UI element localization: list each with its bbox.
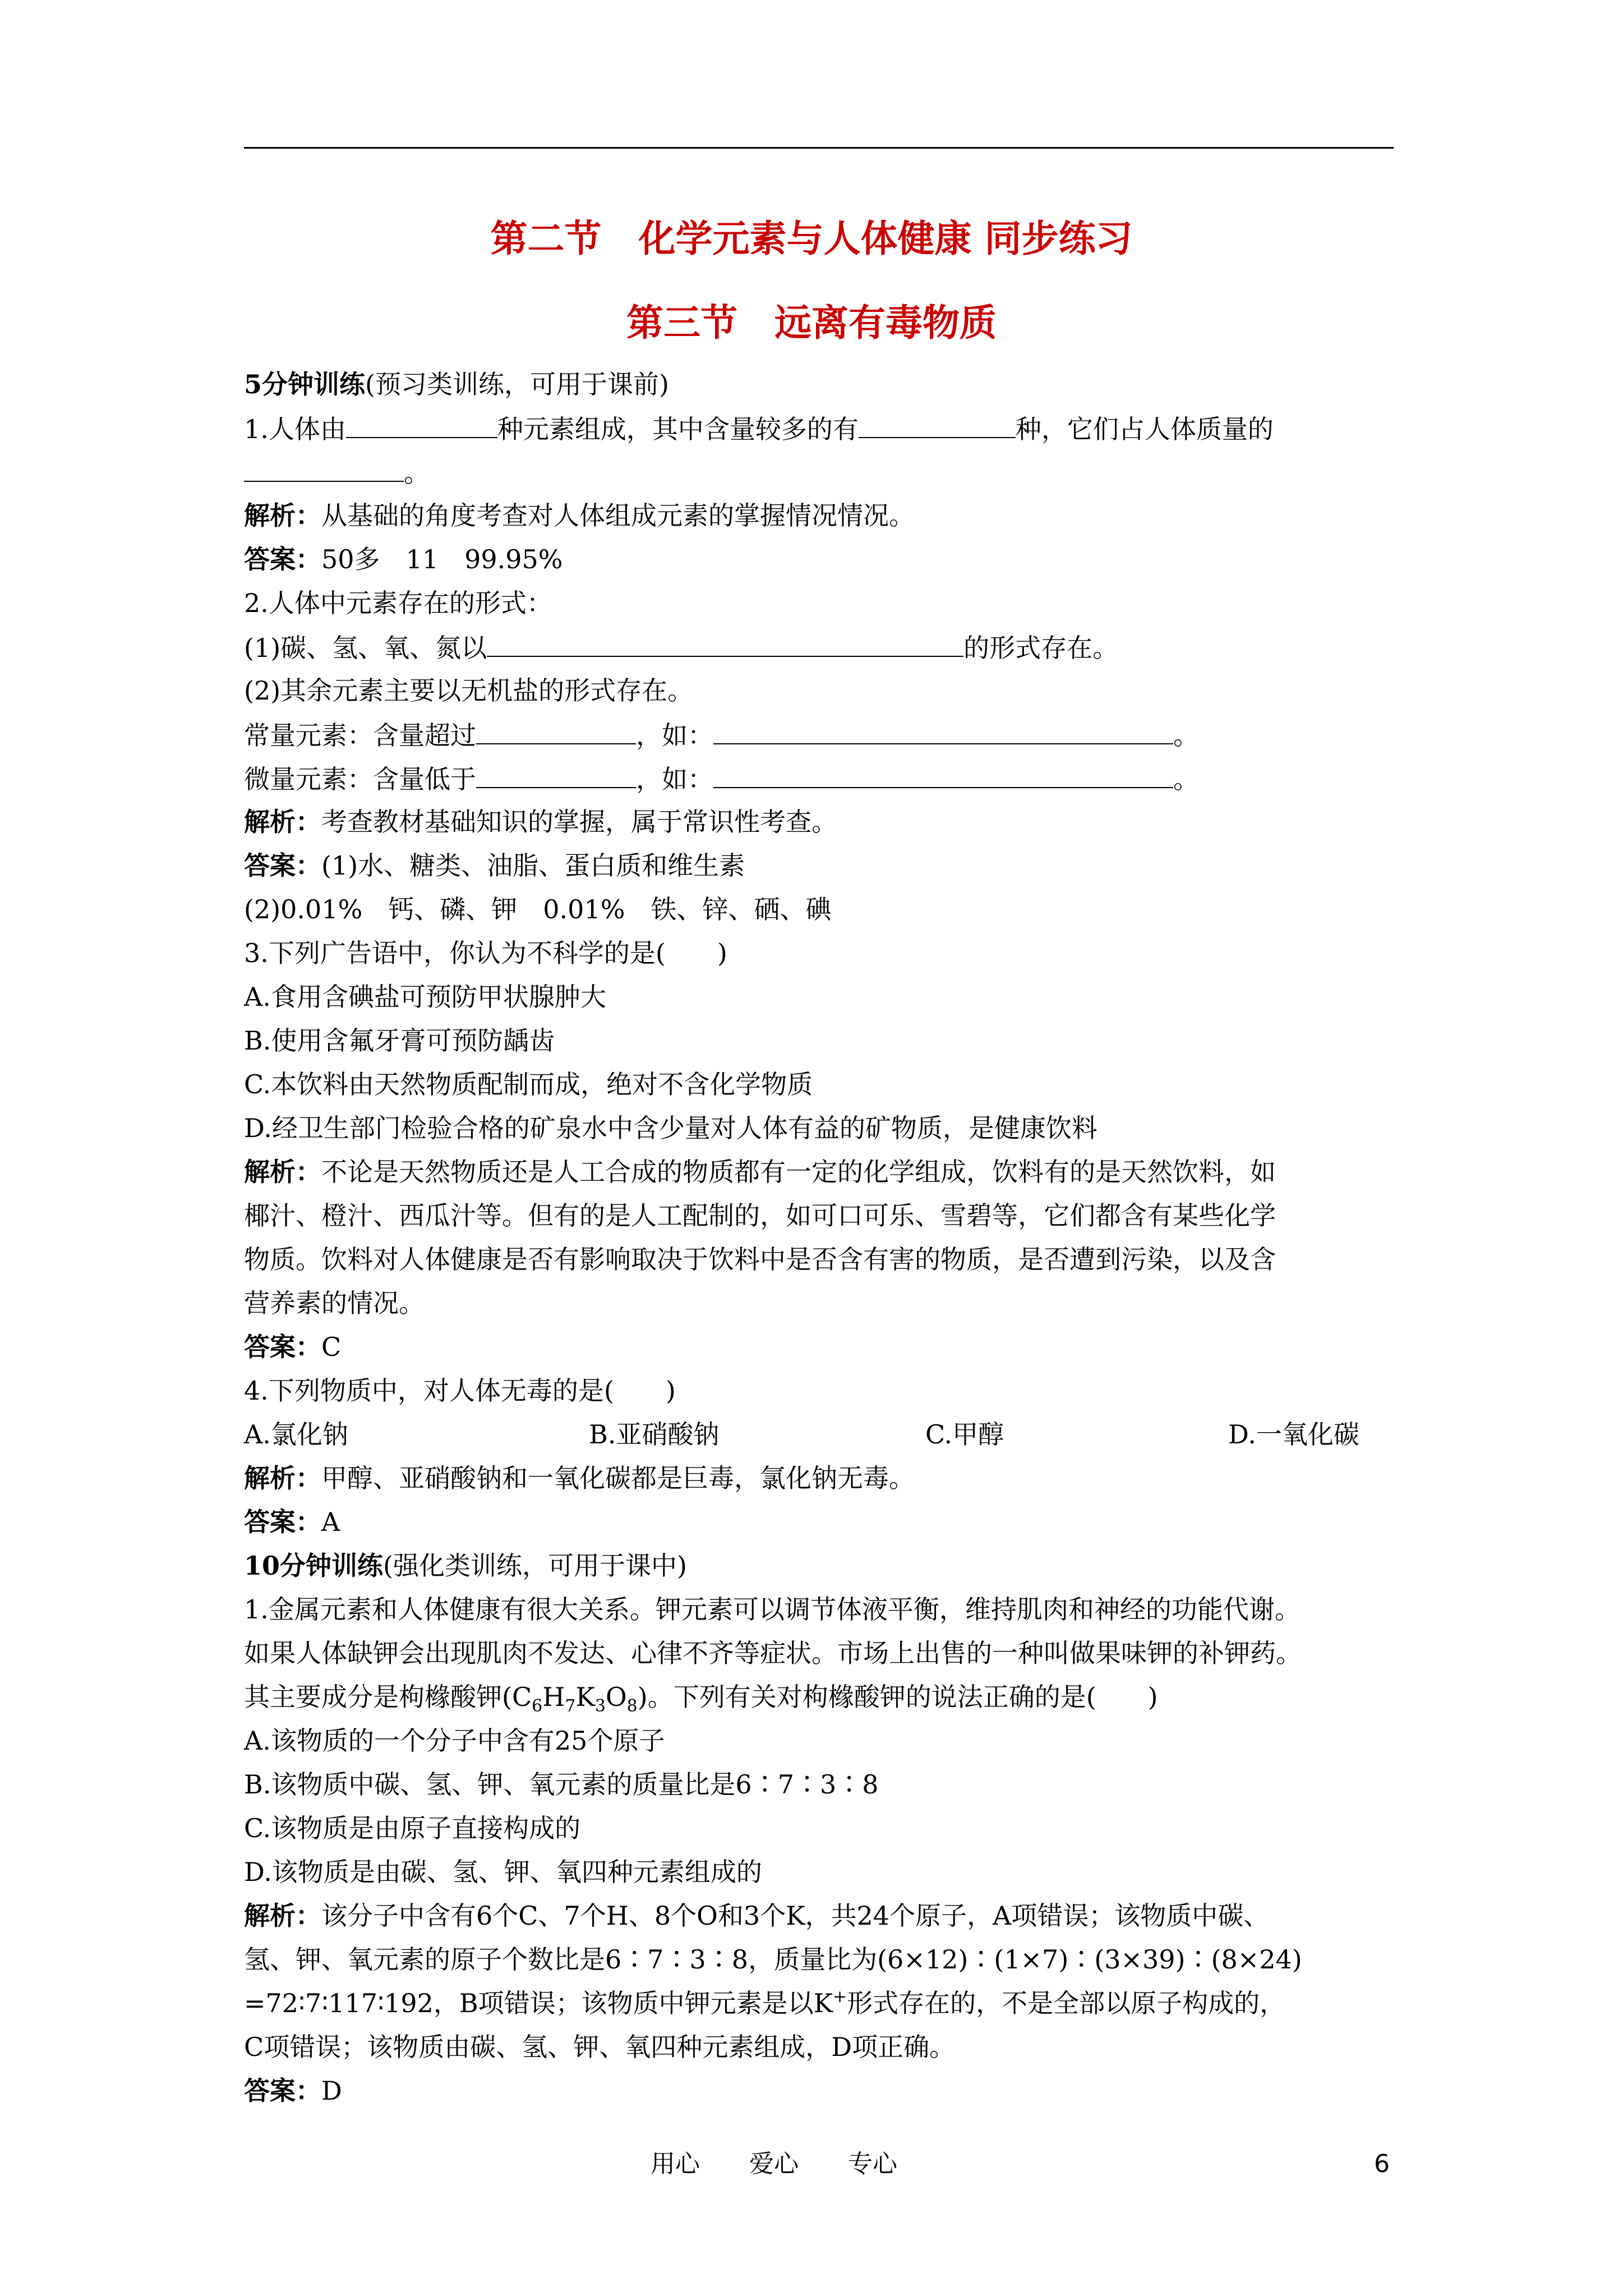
- analysis-3: 解析：不论是天然物质还是人工合成的物质都有一定的化学组成，饮料有的是天然饮料，如: [244, 1157, 1276, 1187]
- footer-motto: 用心 爱心 专心: [651, 2150, 897, 2178]
- page-number: 6: [1374, 2150, 1390, 2178]
- analysis-p1-line3: =72∶7∶117∶192，B项错误；该物质中钾元素是以K+形式存在的，不是全部以原子构成的，: [244, 1987, 1286, 2018]
- q4-option-d: D.一氧化碳: [1228, 1419, 1359, 1450]
- question-3: 3.下列广告语中，你认为不科学的是( ): [244, 938, 727, 968]
- analysis-p1-line2: 氢、钾、氧元素的原子个数比是6∶7∶3∶8，质量比为(6×12)∶(1×7)∶(3×39)∶(8×24): [244, 1944, 1302, 1975]
- analysis-3-line2: 椰汁、橙汁、西瓜汁等。但有的是人工配制的，如可口可乐、雪碧等，它们都含有某些化学: [244, 1200, 1276, 1231]
- answer-2-cont: (2)0.01% 钙、磷、钾 0.01% 铁、锌、硒、碘: [244, 894, 832, 924]
- problem-1: 1.金属元素和人体健康有很大关系。钾元素可以调节体液平衡，维持肌肉和神经的功能代谢。: [244, 1594, 1301, 1625]
- title-line-1: 第二节 化学元素与人体健康 同步练习: [490, 217, 1133, 260]
- question-1: 1.人体由 种元素组成，其中含量较多的有 种，它们占人体质量的: [244, 411, 1274, 446]
- blank-2: [859, 411, 1016, 438]
- blank-4: [487, 630, 963, 657]
- analysis-3-line4: 营养素的情况。: [244, 1288, 425, 1318]
- blank-7: [476, 761, 636, 788]
- answer-3: 答案：C: [244, 1332, 342, 1362]
- analysis-2: 解析：考查教材基础知识的掌握，属于常识性考查。: [244, 807, 837, 837]
- title-line-2: 第三节 远离有毒物质: [626, 301, 997, 344]
- blank-3: [244, 455, 404, 482]
- analysis-1: 解析：从基础的角度考查对人体组成元素的掌握情况情况。: [244, 500, 915, 531]
- question-2-trace: 微量元素：含量低于 ，如： 。: [244, 761, 1199, 796]
- q3-option-b: B.使用含氟牙膏可预防龋齿: [244, 1025, 555, 1056]
- question-2: 2.人体中元素存在的形式：: [244, 588, 552, 618]
- question-2-major: 常量元素：含量超过 ，如： 。: [244, 717, 1199, 752]
- q4-option-b: B.亚硝酸钠: [589, 1419, 720, 1450]
- analysis-p1-line4: C项错误；该物质由碳、氢、钾、氧四种元素组成，D项正确。: [244, 2032, 956, 2062]
- problem-1-line2: 如果人体缺钾会出现肌肉不发达、心律不齐等症状。市场上出售的一种叫做果味钾的补钾药。: [244, 1638, 1302, 1668]
- answer-4: 答案：A: [244, 1507, 340, 1537]
- question-1-cont: 。: [244, 455, 430, 490]
- question-2-part2: (2)其余元素主要以无机盐的形式存在。: [244, 675, 694, 706]
- analysis-p1: 解析：该分子中含有6个C、7个H、8个O和3个K，共24个原子，A项错误；该物质中碳、: [244, 1901, 1270, 1931]
- blank-6: [713, 717, 1173, 744]
- q3-option-d: D.经卫生部门检验合格的矿泉水中含少量对人体有益的矿物质，是健康饮料: [244, 1113, 1098, 1143]
- question-2-part1: (1)碳、氢、氧、氮以 的形式存在。: [244, 630, 1118, 665]
- blank-5: [476, 717, 636, 744]
- p1-option-c: C.该物质是由原子直接构成的: [244, 1813, 581, 1843]
- answer-1: 答案：50多 11 99.95%: [244, 544, 563, 574]
- header-rule: [244, 147, 1394, 149]
- section-heading-5min: 5分钟训练(预习类训练，可用于课前): [244, 369, 669, 399]
- p1-option-a: A.该物质的一个分子中含有25个原子: [244, 1726, 665, 1756]
- q3-option-c: C.本饮料由天然物质配制而成，绝对不含化学物质: [244, 1069, 813, 1099]
- q4-option-c: C.甲醇: [925, 1419, 1004, 1450]
- answer-p1: 答案：D: [244, 2076, 342, 2106]
- p1-option-b: B.该物质中碳、氢、钾、氧元素的质量比是6∶7∶3∶8: [244, 1769, 879, 1800]
- q4-option-a: A.氯化钠: [244, 1419, 348, 1450]
- blank-1: [346, 411, 497, 438]
- blank-8: [713, 761, 1173, 788]
- answer-2: 答案：(1)水、糖类、油脂、蛋白质和维生素: [244, 850, 745, 881]
- analysis-4: 解析：甲醇、亚硝酸钠和一氧化碳都是巨毒，氯化钠无毒。: [244, 1463, 915, 1493]
- question-4: 4.下列物质中，对人体无毒的是( ): [244, 1375, 676, 1406]
- p1-option-d: D.该物质是由碳、氢、钾、氧四种元素组成的: [244, 1857, 762, 1887]
- q3-option-a: A.食用含碘盐可预防甲状腺肿大: [244, 982, 606, 1012]
- problem-1-line3: 其主要成分是枸橼酸钾$(C_6H_7K_3O_8)$。下列有关对枸橼酸钾的说法正确的是( ): [244, 1682, 1158, 1716]
- section-heading-10min: 10分钟训练(强化类训练，可用于课中): [244, 1550, 687, 1581]
- analysis-3-line3: 物质。饮料对人体健康是否有影响取决于饮料中是否含有害的物质，是否遭到污染，以及含: [244, 1244, 1276, 1274]
